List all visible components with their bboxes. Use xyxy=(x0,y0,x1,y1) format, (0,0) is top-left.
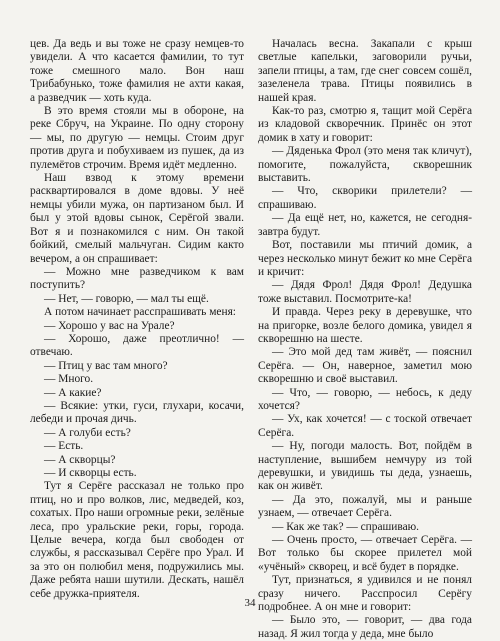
paragraph: — И скворцы есть. xyxy=(44,467,137,479)
paragraph: — Хорошо, даже преотлично! — отвечаю. xyxy=(30,332,244,359)
paragraph: — А скворцы? xyxy=(44,453,116,466)
paragraph: И правда. Через реку в деревушке, что на пригорке, возле белого домика, увидел я скворешню на шесте. xyxy=(258,306,472,345)
paragraph: — Ну, погоди малость. Вот, пойдём в наступление, вышибем немчуру из той деревушки, и увидишь ты деда, узнаешь, как он живёт. xyxy=(258,440,472,493)
paragraph: — Можно мне разведчиком к вам поступить? xyxy=(30,265,244,292)
paragraph: — Это мой дед там живёт, — пояснил Серёга. — Он, наверное, заметил мою скворешню и своё выставил. xyxy=(258,346,472,386)
paragraph: — А голуби есть? xyxy=(44,426,131,439)
page-number: 34 xyxy=(244,597,256,609)
paragraph: В это время стояли мы в обороне, на реке Сбруч, на Украине. По одну сторону — мы, по другую — немцы. Стоим друг против друга и побухиваем из пушек, да из пулемётов строчим. Время идёт медленно. xyxy=(30,105,244,171)
right-column xyxy=(258,38,472,641)
paragraph: — Нет, — говорю, — мал ты ещё. xyxy=(44,292,209,305)
paragraph: Тут я Серёге рассказал не только про птиц, но и про волков, лис, медведей, коз, сохатых. Про наши огромные реки, зелёные леса, про уральские реки, горы, города. Целые вечера, когда был свободен от службы, я рассказывал Серёге про Урал. И за это он полюбил меня, подружились мы. Даже ребята наши шутили. Дескать, нашёл себе дружка-приятеля. xyxy=(30,480,244,600)
paragraph: — Как же так? — спрашиваю. xyxy=(272,520,420,533)
left-column xyxy=(30,38,244,601)
paragraph: Вот, поставили мы птичий домик, а через несколько минут бежит ко мне Серёга и кричит: xyxy=(258,239,472,278)
paragraph: — Хорошо у вас на Урале? xyxy=(44,319,175,332)
paragraph: — Дядя Фрол! Дядя Фрол! Дедушка тоже выставил. Посмотрите-ка! xyxy=(258,279,472,305)
paragraph: — Что, скворики прилетели? — спрашиваю. xyxy=(258,185,472,211)
paragraph: — Дяденька Фрол (это меня так кличут), помогите, пожалуйста, скворешник выставить. xyxy=(258,145,472,185)
paragraph: — Очень просто, — отвечает Серёга. — Вот только бы скорее прилетел мой «учёный» скворец, и всё будет в порядке. xyxy=(258,534,472,573)
paragraph: Как-то раз, смотрю я, тащит мой Серёга из кладовой скворечник. Принёс он этот домик в хату и говорит: xyxy=(258,105,472,144)
paragraph: — Всякие: утки, гуси, глухари, косачи, лебеди и прочая дичь. xyxy=(30,399,244,426)
paragraph: — Что, — говорю, — небось, к деду хочется? xyxy=(258,386,472,412)
paragraph: Началась весна. Закапали с крыш светлые капельки, заговорили ручьи, запели птицы, а там, где снег совсем сошёл, зазеленела трава. Птицы появились в нашей края. xyxy=(258,38,472,104)
paragraph: Наш взвод к этому времени расквартировался в доме вдовы. У неё немцы убили мужа, он партизаном был. И был у этой вдовы сынок, Серёгой звали. Вот я и познакомился с ним. Он такой бойкий, смелый мальчуган. Сидим както вечером, а он спрашивает: xyxy=(30,172,244,265)
paragraph: — Да ещё нет, но, кажется, не сегодня-завтра будут. xyxy=(258,212,472,238)
paragraph: — Много. xyxy=(44,373,94,386)
paragraph: — А какие? xyxy=(44,386,102,399)
paragraph: — Птиц у вас там много? xyxy=(44,359,168,372)
paragraph: Тут, признаться, я удивился и не понял сразу ничего. Расспросил Серёгу подробнее. А он мне и говорит: xyxy=(258,574,472,614)
paragraph: А потом начинает расспрашивать меня: xyxy=(44,306,236,319)
paragraph: — Было это, — говорит, — два года назад. Я жил тогда у деда, мне было xyxy=(258,614,472,640)
paragraph: — Есть. xyxy=(44,440,84,453)
paragraph: цев. Да ведь и вы тоже не сразу немцев-то увидели. А что касается фамилии, то тут тоже смешного мало. Вон наш Трибабунько, тоже фамилия не ахти какая, а разведчик — хоть куда. xyxy=(30,38,244,104)
paragraph: — Да это, пожалуй, мы и раньше узнаем, — отвечает Серёга. xyxy=(258,493,472,520)
paragraph: — Ух, как хочется! — с тоской отвечает Серёга. xyxy=(258,413,472,439)
